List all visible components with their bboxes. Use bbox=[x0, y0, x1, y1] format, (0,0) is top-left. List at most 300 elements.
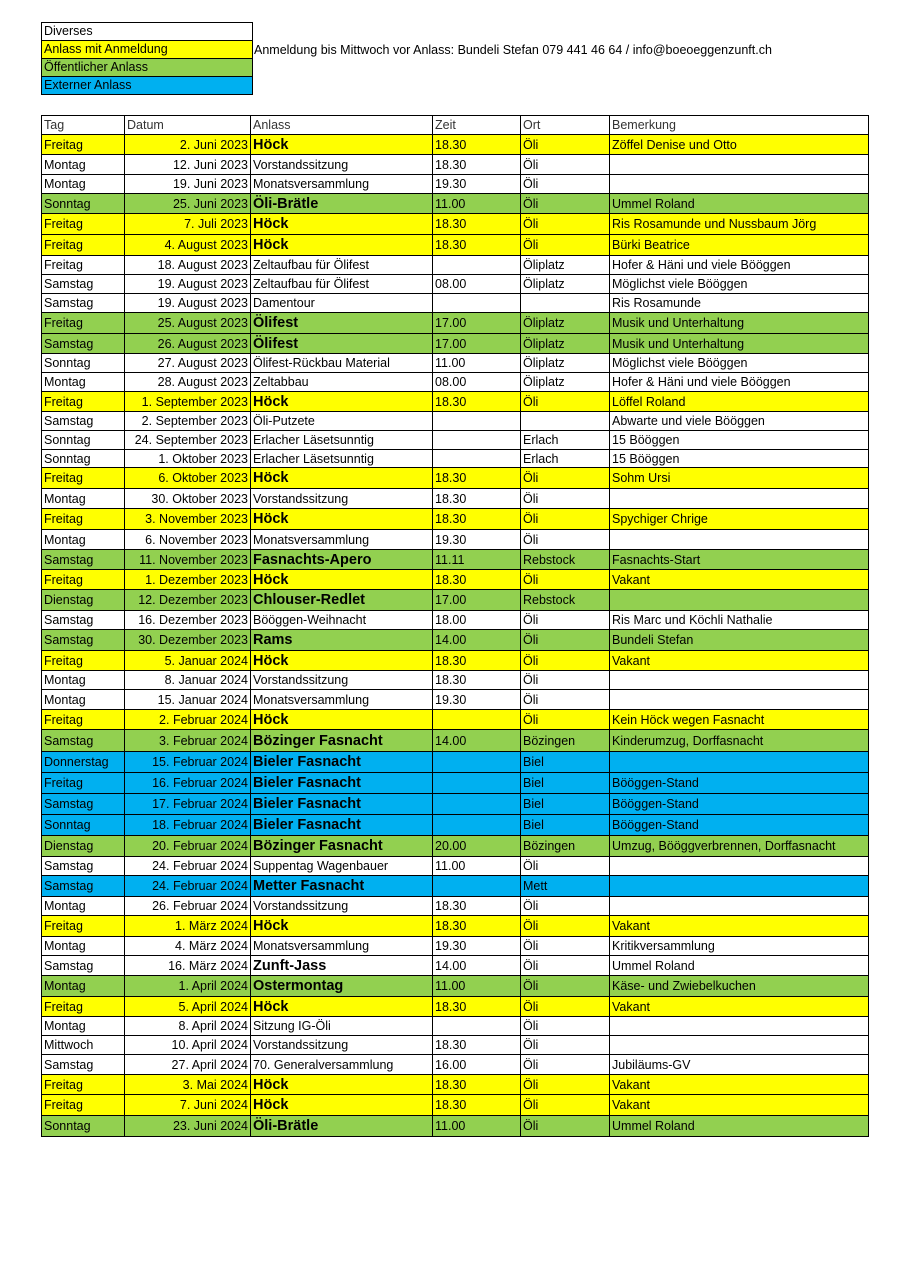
cell-zeit: 18.30 bbox=[433, 916, 521, 937]
cell-tag: Mittwoch bbox=[42, 1036, 125, 1055]
cell-tag: Montag bbox=[42, 155, 125, 175]
cell-tag: Freitag bbox=[42, 214, 125, 235]
cell-tag: Dienstag bbox=[42, 590, 125, 611]
cell-bemerkung: Ris Rosamunde bbox=[610, 294, 869, 313]
cell-bemerkung bbox=[610, 175, 869, 194]
cell-zeit: 11.00 bbox=[433, 354, 521, 373]
cell-ort: Biel bbox=[521, 794, 610, 815]
cell-datum: 18. August 2023 bbox=[125, 256, 251, 275]
cell-anlass: Vorstandssitzung bbox=[251, 1036, 433, 1055]
cell-datum: 4. März 2024 bbox=[125, 937, 251, 956]
cell-tag: Montag bbox=[42, 175, 125, 194]
cell-zeit: 18.30 bbox=[433, 392, 521, 412]
cell-bemerkung: 15 Bööggen bbox=[610, 450, 869, 468]
cell-tag: Samstag bbox=[42, 1055, 125, 1075]
cell-tag: Montag bbox=[42, 937, 125, 956]
cell-ort bbox=[521, 412, 610, 431]
cell-zeit: 18.30 bbox=[433, 651, 521, 671]
table-row bbox=[42, 294, 869, 313]
table-row bbox=[42, 730, 869, 752]
cell-ort: Erlach bbox=[521, 450, 610, 468]
cell-anlass: Höck bbox=[251, 214, 433, 235]
cell-anlass: Bieler Fasnacht bbox=[251, 815, 433, 836]
cell-anlass: Höck bbox=[251, 570, 433, 590]
cell-tag: Samstag bbox=[42, 876, 125, 897]
cell-anlass: Höck bbox=[251, 135, 433, 155]
cell-tag: Samstag bbox=[42, 550, 125, 570]
cell-anlass: Monatsversammlung bbox=[251, 530, 433, 550]
cell-zeit: 18.30 bbox=[433, 1036, 521, 1055]
header-anlass: Anlass bbox=[251, 116, 433, 135]
cell-datum: 19. August 2023 bbox=[125, 294, 251, 313]
cell-tag: Samstag bbox=[42, 334, 125, 354]
cell-anlass: Bieler Fasnacht bbox=[251, 752, 433, 773]
cell-bemerkung: Spychiger Chrige bbox=[610, 509, 869, 530]
cell-datum: 2. Februar 2024 bbox=[125, 710, 251, 730]
cell-zeit: 17.00 bbox=[433, 313, 521, 334]
cell-bemerkung: Bööggen-Stand bbox=[610, 815, 869, 836]
cell-zeit: 17.00 bbox=[433, 334, 521, 354]
cell-bemerkung: Ummel Roland bbox=[610, 194, 869, 214]
table-row bbox=[42, 175, 869, 194]
table-row bbox=[42, 752, 869, 773]
cell-datum: 18. Februar 2024 bbox=[125, 815, 251, 836]
cell-anlass: Sitzung IG-Öli bbox=[251, 1017, 433, 1036]
table-row bbox=[42, 630, 869, 651]
table-row bbox=[42, 570, 869, 590]
cell-anlass: Höck bbox=[251, 468, 433, 489]
color-legend bbox=[41, 22, 253, 95]
cell-bemerkung bbox=[610, 876, 869, 897]
cell-datum: 28. August 2023 bbox=[125, 373, 251, 392]
cell-datum: 1. September 2023 bbox=[125, 392, 251, 412]
cell-ort: Öli bbox=[521, 214, 610, 235]
table-row bbox=[42, 550, 869, 570]
cell-datum: 16. März 2024 bbox=[125, 956, 251, 976]
cell-anlass: Höck bbox=[251, 235, 433, 256]
cell-zeit bbox=[433, 431, 521, 450]
cell-anlass: Zunft-Jass bbox=[251, 956, 433, 976]
cell-ort: Öliplatz bbox=[521, 334, 610, 354]
cell-zeit: 18.30 bbox=[433, 897, 521, 916]
table-row bbox=[42, 256, 869, 275]
table-row bbox=[42, 509, 869, 530]
cell-anlass: Vorstandssitzung bbox=[251, 489, 433, 509]
cell-ort: Öli bbox=[521, 897, 610, 916]
cell-tag: Samstag bbox=[42, 630, 125, 651]
cell-bemerkung: Bööggen-Stand bbox=[610, 794, 869, 815]
cell-anlass: Öli-Brätle bbox=[251, 194, 433, 214]
cell-tag: Sonntag bbox=[42, 431, 125, 450]
cell-zeit bbox=[433, 815, 521, 836]
cell-tag: Freitag bbox=[42, 509, 125, 530]
cell-ort: Öli bbox=[521, 651, 610, 671]
cell-tag: Samstag bbox=[42, 857, 125, 876]
table-row bbox=[42, 836, 869, 857]
cell-zeit: 11.00 bbox=[433, 976, 521, 997]
cell-anlass: Bieler Fasnacht bbox=[251, 794, 433, 815]
cell-bemerkung: Ris Rosamunde und Nussbaum Jörg bbox=[610, 214, 869, 235]
cell-zeit bbox=[433, 450, 521, 468]
cell-ort: Öli bbox=[521, 857, 610, 876]
cell-anlass: Rams bbox=[251, 630, 433, 651]
cell-ort: Öli bbox=[521, 997, 610, 1017]
table-row bbox=[42, 916, 869, 937]
cell-anlass: 70. Generalversammlung bbox=[251, 1055, 433, 1075]
cell-ort: Öli bbox=[521, 235, 610, 256]
cell-datum: 25. August 2023 bbox=[125, 313, 251, 334]
cell-tag: Donnerstag bbox=[42, 752, 125, 773]
cell-tag: Freitag bbox=[42, 710, 125, 730]
cell-datum: 12. Juni 2023 bbox=[125, 155, 251, 175]
cell-zeit: 11.00 bbox=[433, 1116, 521, 1137]
cell-zeit bbox=[433, 412, 521, 431]
table-header-row bbox=[42, 116, 869, 135]
cell-bemerkung: Bööggen-Stand bbox=[610, 773, 869, 794]
cell-zeit bbox=[433, 773, 521, 794]
cell-zeit: 11.00 bbox=[433, 194, 521, 214]
cell-zeit: 18.30 bbox=[433, 509, 521, 530]
table-row bbox=[42, 450, 869, 468]
cell-ort: Öli bbox=[521, 937, 610, 956]
cell-bemerkung: Möglichst viele Bööggen bbox=[610, 275, 869, 294]
cell-anlass: Bözinger Fasnacht bbox=[251, 730, 433, 752]
table-row bbox=[42, 815, 869, 836]
cell-bemerkung bbox=[610, 489, 869, 509]
cell-bemerkung: Vakant bbox=[610, 997, 869, 1017]
cell-zeit bbox=[433, 1017, 521, 1036]
cell-bemerkung: Ris Marc und Köchli Nathalie bbox=[610, 611, 869, 630]
table-row bbox=[42, 468, 869, 489]
cell-datum: 1. Dezember 2023 bbox=[125, 570, 251, 590]
cell-anlass: Ölifest-Rückbau Material bbox=[251, 354, 433, 373]
cell-anlass: Bözinger Fasnacht bbox=[251, 836, 433, 857]
cell-tag: Freitag bbox=[42, 773, 125, 794]
table-row bbox=[42, 214, 869, 235]
table-row bbox=[42, 373, 869, 392]
cell-zeit bbox=[433, 256, 521, 275]
cell-datum: 1. März 2024 bbox=[125, 916, 251, 937]
cell-ort: Rebstock bbox=[521, 590, 610, 611]
cell-tag: Freitag bbox=[42, 1095, 125, 1116]
cell-datum: 24. September 2023 bbox=[125, 431, 251, 450]
cell-datum: 24. Februar 2024 bbox=[125, 857, 251, 876]
cell-ort: Öli bbox=[521, 671, 610, 690]
cell-bemerkung: Hofer & Häni und viele Bööggen bbox=[610, 373, 869, 392]
cell-zeit: 11.11 bbox=[433, 550, 521, 570]
cell-datum: 8. Januar 2024 bbox=[125, 671, 251, 690]
cell-tag: Montag bbox=[42, 489, 125, 509]
cell-zeit: 08.00 bbox=[433, 275, 521, 294]
cell-tag: Freitag bbox=[42, 313, 125, 334]
cell-ort: Öli bbox=[521, 530, 610, 550]
cell-anlass: Fasnachts-Apero bbox=[251, 550, 433, 570]
cell-zeit: 19.30 bbox=[433, 937, 521, 956]
cell-ort: Öli bbox=[521, 509, 610, 530]
cell-anlass: Höck bbox=[251, 1075, 433, 1095]
table-row bbox=[42, 235, 869, 256]
legend-row bbox=[42, 41, 253, 59]
cell-datum: 4. August 2023 bbox=[125, 235, 251, 256]
cell-tag: Samstag bbox=[42, 730, 125, 752]
table-row bbox=[42, 710, 869, 730]
legend-row bbox=[42, 59, 253, 77]
cell-datum: 20. Februar 2024 bbox=[125, 836, 251, 857]
cell-ort: Bözingen bbox=[521, 730, 610, 752]
cell-ort: Bözingen bbox=[521, 836, 610, 857]
cell-ort: Öli bbox=[521, 630, 610, 651]
cell-bemerkung: Ummel Roland bbox=[610, 956, 869, 976]
cell-datum: 2. September 2023 bbox=[125, 412, 251, 431]
cell-zeit bbox=[433, 294, 521, 313]
cell-zeit: 14.00 bbox=[433, 956, 521, 976]
cell-ort: Öli bbox=[521, 570, 610, 590]
cell-tag: Samstag bbox=[42, 275, 125, 294]
cell-datum: 3. Februar 2024 bbox=[125, 730, 251, 752]
cell-datum: 19. Juni 2023 bbox=[125, 175, 251, 194]
cell-tag: Freitag bbox=[42, 651, 125, 671]
cell-anlass: Höck bbox=[251, 509, 433, 530]
cell-zeit: 08.00 bbox=[433, 373, 521, 392]
cell-ort: Öli bbox=[521, 1017, 610, 1036]
table-row bbox=[42, 794, 869, 815]
cell-tag: Freitag bbox=[42, 235, 125, 256]
cell-datum: 27. April 2024 bbox=[125, 1055, 251, 1075]
cell-zeit: 18.30 bbox=[433, 155, 521, 175]
cell-anlass: Erlacher Läsetsunntig bbox=[251, 431, 433, 450]
cell-ort: Öli bbox=[521, 468, 610, 489]
cell-anlass: Monatsversammlung bbox=[251, 175, 433, 194]
cell-ort: Biel bbox=[521, 773, 610, 794]
cell-anlass: Ölifest bbox=[251, 334, 433, 354]
cell-datum: 30. Dezember 2023 bbox=[125, 630, 251, 651]
cell-ort: Öli bbox=[521, 1075, 610, 1095]
cell-ort: Öli bbox=[521, 392, 610, 412]
cell-datum: 30. Oktober 2023 bbox=[125, 489, 251, 509]
cell-anlass: Öli-Putzete bbox=[251, 412, 433, 431]
legend-label: Öffentlicher Anlass bbox=[42, 59, 253, 77]
cell-ort: Öli bbox=[521, 1116, 610, 1137]
cell-zeit: 14.00 bbox=[433, 730, 521, 752]
legend-row bbox=[42, 77, 253, 95]
cell-datum: 16. Februar 2024 bbox=[125, 773, 251, 794]
cell-bemerkung bbox=[610, 857, 869, 876]
cell-anlass: Öli-Brätle bbox=[251, 1116, 433, 1137]
cell-ort: Öliplatz bbox=[521, 313, 610, 334]
cell-tag: Freitag bbox=[42, 570, 125, 590]
table-row bbox=[42, 313, 869, 334]
cell-bemerkung: Sohm Ursi bbox=[610, 468, 869, 489]
cell-anlass: Zeltaufbau für Ölifest bbox=[251, 256, 433, 275]
cell-tag: Freitag bbox=[42, 997, 125, 1017]
cell-bemerkung bbox=[610, 690, 869, 710]
cell-datum: 7. Juli 2023 bbox=[125, 214, 251, 235]
cell-ort: Öli bbox=[521, 194, 610, 214]
cell-bemerkung: Bürki Beatrice bbox=[610, 235, 869, 256]
cell-tag: Montag bbox=[42, 373, 125, 392]
cell-datum: 15. Februar 2024 bbox=[125, 752, 251, 773]
cell-tag: Sonntag bbox=[42, 194, 125, 214]
cell-tag: Montag bbox=[42, 976, 125, 997]
table-row bbox=[42, 876, 869, 897]
cell-anlass: Höck bbox=[251, 1095, 433, 1116]
table-row bbox=[42, 956, 869, 976]
cell-zeit: 18.30 bbox=[433, 489, 521, 509]
cell-bemerkung: Vakant bbox=[610, 651, 869, 671]
cell-zeit bbox=[433, 752, 521, 773]
table-row bbox=[42, 1095, 869, 1116]
cell-ort: Öliplatz bbox=[521, 354, 610, 373]
cell-ort: Öli bbox=[521, 710, 610, 730]
cell-ort: Erlach bbox=[521, 431, 610, 450]
cell-ort: Öli bbox=[521, 976, 610, 997]
table-row bbox=[42, 354, 869, 373]
cell-anlass: Höck bbox=[251, 651, 433, 671]
cell-bemerkung: Zöffel Denise und Otto bbox=[610, 135, 869, 155]
table-row bbox=[42, 194, 869, 214]
cell-ort: Öli bbox=[521, 489, 610, 509]
cell-anlass: Vorstandssitzung bbox=[251, 155, 433, 175]
table-row bbox=[42, 334, 869, 354]
cell-ort: Öli bbox=[521, 611, 610, 630]
cell-zeit: 18.30 bbox=[433, 570, 521, 590]
cell-datum: 5. Januar 2024 bbox=[125, 651, 251, 671]
cell-bemerkung: Vakant bbox=[610, 1075, 869, 1095]
cell-tag: Freitag bbox=[42, 135, 125, 155]
cell-ort: Öli bbox=[521, 956, 610, 976]
cell-bemerkung: Ummel Roland bbox=[610, 1116, 869, 1137]
cell-ort: Öli bbox=[521, 1036, 610, 1055]
table-row bbox=[42, 976, 869, 997]
cell-datum: 26. Februar 2024 bbox=[125, 897, 251, 916]
cell-datum: 7. Juni 2024 bbox=[125, 1095, 251, 1116]
cell-datum: 3. Mai 2024 bbox=[125, 1075, 251, 1095]
cell-datum: 6. Oktober 2023 bbox=[125, 468, 251, 489]
table-row bbox=[42, 489, 869, 509]
table-row bbox=[42, 857, 869, 876]
cell-tag: Freitag bbox=[42, 1075, 125, 1095]
cell-tag: Samstag bbox=[42, 611, 125, 630]
cell-datum: 1. April 2024 bbox=[125, 976, 251, 997]
cell-ort: Öliplatz bbox=[521, 275, 610, 294]
cell-tag: Montag bbox=[42, 530, 125, 550]
legend-label: Diverses bbox=[42, 23, 253, 41]
cell-datum: 19. August 2023 bbox=[125, 275, 251, 294]
cell-bemerkung: Kein Höck wegen Fasnacht bbox=[610, 710, 869, 730]
cell-anlass: Zeltabbau bbox=[251, 373, 433, 392]
table-row bbox=[42, 611, 869, 630]
table-row bbox=[42, 135, 869, 155]
table-row bbox=[42, 1075, 869, 1095]
cell-ort: Öli bbox=[521, 916, 610, 937]
cell-datum: 25. Juni 2023 bbox=[125, 194, 251, 214]
table-row bbox=[42, 937, 869, 956]
cell-zeit: 18.30 bbox=[433, 135, 521, 155]
cell-bemerkung bbox=[610, 671, 869, 690]
cell-datum: 26. August 2023 bbox=[125, 334, 251, 354]
cell-datum: 12. Dezember 2023 bbox=[125, 590, 251, 611]
cell-ort: Öliplatz bbox=[521, 373, 610, 392]
event-schedule-table bbox=[41, 115, 869, 1137]
cell-bemerkung: Musik und Unterhaltung bbox=[610, 313, 869, 334]
cell-datum: 17. Februar 2024 bbox=[125, 794, 251, 815]
cell-datum: 27. August 2023 bbox=[125, 354, 251, 373]
cell-tag: Sonntag bbox=[42, 354, 125, 373]
table-row bbox=[42, 431, 869, 450]
cell-datum: 3. November 2023 bbox=[125, 509, 251, 530]
cell-datum: 8. April 2024 bbox=[125, 1017, 251, 1036]
cell-zeit: 18.30 bbox=[433, 1075, 521, 1095]
cell-zeit: 18.30 bbox=[433, 214, 521, 235]
cell-bemerkung: Kinderumzug, Dorffasnacht bbox=[610, 730, 869, 752]
table-row bbox=[42, 897, 869, 916]
cell-bemerkung: Jubiläums-GV bbox=[610, 1055, 869, 1075]
cell-bemerkung bbox=[610, 155, 869, 175]
cell-ort: Öli bbox=[521, 1055, 610, 1075]
cell-tag: Freitag bbox=[42, 392, 125, 412]
cell-zeit: 17.00 bbox=[433, 590, 521, 611]
cell-bemerkung: Löffel Roland bbox=[610, 392, 869, 412]
cell-anlass: Höck bbox=[251, 916, 433, 937]
cell-ort: Biel bbox=[521, 752, 610, 773]
cell-anlass: Damentour bbox=[251, 294, 433, 313]
cell-tag: Samstag bbox=[42, 412, 125, 431]
cell-bemerkung bbox=[610, 530, 869, 550]
cell-tag: Samstag bbox=[42, 956, 125, 976]
table-row bbox=[42, 690, 869, 710]
header-zeit: Zeit bbox=[433, 116, 521, 135]
cell-tag: Montag bbox=[42, 690, 125, 710]
table-row bbox=[42, 1116, 869, 1137]
cell-bemerkung: Vakant bbox=[610, 1095, 869, 1116]
cell-tag: Montag bbox=[42, 671, 125, 690]
cell-datum: 5. April 2024 bbox=[125, 997, 251, 1017]
cell-bemerkung: Vakant bbox=[610, 916, 869, 937]
table-row bbox=[42, 1055, 869, 1075]
cell-bemerkung: Musik und Unterhaltung bbox=[610, 334, 869, 354]
cell-datum: 24. Februar 2024 bbox=[125, 876, 251, 897]
cell-zeit: 14.00 bbox=[433, 630, 521, 651]
cell-anlass: Höck bbox=[251, 392, 433, 412]
cell-anlass: Höck bbox=[251, 710, 433, 730]
cell-zeit: 18.30 bbox=[433, 671, 521, 690]
cell-zeit: 20.00 bbox=[433, 836, 521, 857]
cell-tag: Montag bbox=[42, 1017, 125, 1036]
cell-bemerkung: Abwarte und viele Bööggen bbox=[610, 412, 869, 431]
header-bemerkung: Bemerkung bbox=[610, 116, 869, 135]
cell-anlass: Zeltaufbau für Ölifest bbox=[251, 275, 433, 294]
cell-zeit: 19.30 bbox=[433, 175, 521, 194]
cell-anlass: Metter Fasnacht bbox=[251, 876, 433, 897]
header-ort: Ort bbox=[521, 116, 610, 135]
legend-row bbox=[42, 23, 253, 41]
cell-anlass: Monatsversammlung bbox=[251, 690, 433, 710]
cell-zeit: 18.30 bbox=[433, 997, 521, 1017]
cell-zeit bbox=[433, 710, 521, 730]
cell-anlass: Suppentag Wagenbauer bbox=[251, 857, 433, 876]
cell-ort: Öli bbox=[521, 1095, 610, 1116]
cell-anlass: Bööggen-Weihnacht bbox=[251, 611, 433, 630]
legend-label: Anlass mit Anmeldung bbox=[42, 41, 253, 59]
table-row bbox=[42, 997, 869, 1017]
cell-bemerkung: Möglichst viele Bööggen bbox=[610, 354, 869, 373]
cell-zeit: 11.00 bbox=[433, 857, 521, 876]
table-row bbox=[42, 651, 869, 671]
cell-tag: Dienstag bbox=[42, 836, 125, 857]
cell-zeit: 18.00 bbox=[433, 611, 521, 630]
cell-bemerkung: Umzug, Bööggverbrennen, Dorffasnacht bbox=[610, 836, 869, 857]
cell-datum: 10. April 2024 bbox=[125, 1036, 251, 1055]
